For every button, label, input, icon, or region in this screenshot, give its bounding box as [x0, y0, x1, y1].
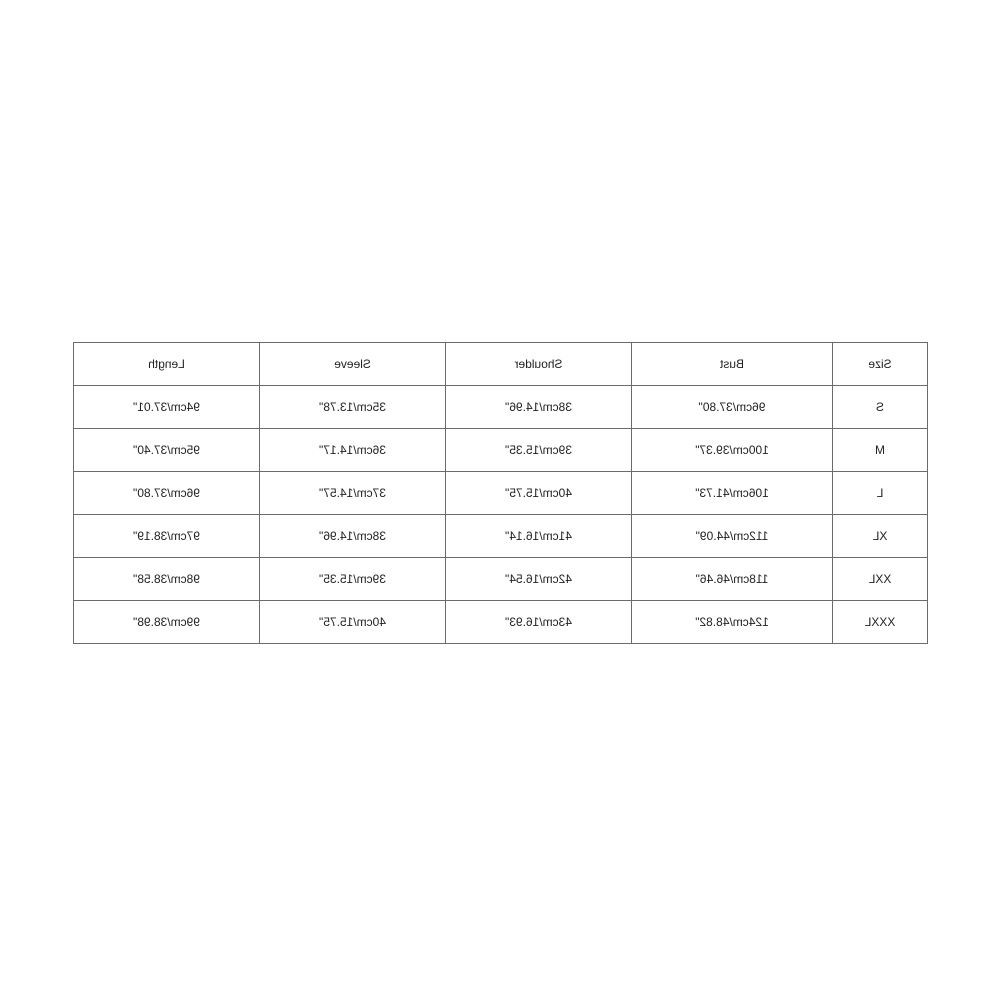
cell-size: L: [833, 472, 928, 515]
cell-size: XXXL: [833, 601, 928, 644]
cell-bust: 100cm/39.37": [632, 429, 833, 472]
cell-shoulder: 39cm/15.35": [446, 429, 632, 472]
header-row: [74, 343, 928, 386]
header-shoulder: Shoulder: [446, 343, 632, 386]
header-length: Length: [74, 343, 260, 386]
cell-bust: 124cm/48.82": [632, 601, 833, 644]
cell-bust: 106cm/41.73": [632, 472, 833, 515]
cell-bust: 96cm/37.80": [632, 386, 833, 429]
cell-size: M: [833, 429, 928, 472]
cell-bust: 118cm/46.46": [632, 558, 833, 601]
cell-length: 97cm/38.19": [74, 515, 260, 558]
table-row: [74, 429, 928, 472]
cell-sleeve: 37cm/14.57": [260, 472, 446, 515]
header-size: Size: [833, 343, 928, 386]
cell-shoulder: 40cm/15.75": [446, 472, 632, 515]
cell-shoulder: 41cm/16.14": [446, 515, 632, 558]
cell-length: 94cm/37.01": [74, 386, 260, 429]
table-row: [74, 558, 928, 601]
cell-size: XXL: [833, 558, 928, 601]
size-chart-table: [73, 342, 928, 644]
cell-length: 96cm/37.80": [74, 472, 260, 515]
cell-sleeve: 39cm/15.35": [260, 558, 446, 601]
cell-size: S: [833, 386, 928, 429]
cell-shoulder: 43cm/16.93": [446, 601, 632, 644]
cell-size: XL: [833, 515, 928, 558]
header-bust: Bust: [632, 343, 833, 386]
cell-sleeve: 38cm/14.96": [260, 515, 446, 558]
cell-length: 98cm/38.58": [74, 558, 260, 601]
header-sleeve: Sleeve: [260, 343, 446, 386]
cell-sleeve: 40cm/15.75": [260, 601, 446, 644]
cell-shoulder: 42cm/16.54": [446, 558, 632, 601]
cell-length: 99cm/38.98": [74, 601, 260, 644]
table-row: [74, 515, 928, 558]
cell-sleeve: 36cm/14.17": [260, 429, 446, 472]
table-row: [74, 386, 928, 429]
cell-bust: 112cm/44.09": [632, 515, 833, 558]
cell-length: 95cm/37.40": [74, 429, 260, 472]
table-row: [74, 472, 928, 515]
cell-sleeve: 35cm/13.78": [260, 386, 446, 429]
cell-shoulder: 38cm/14.96": [446, 386, 632, 429]
table-row: [74, 601, 928, 644]
